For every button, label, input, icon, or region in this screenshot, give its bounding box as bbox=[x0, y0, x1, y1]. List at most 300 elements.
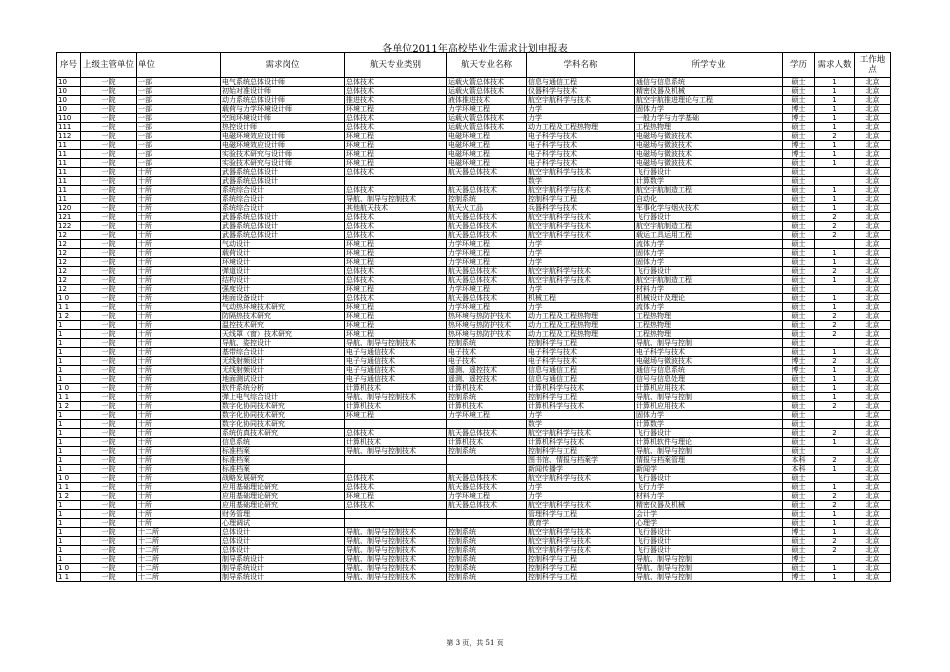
cell-seq: 112 bbox=[57, 132, 81, 141]
cell-aero-category: 环境工程 bbox=[345, 258, 447, 267]
table-row bbox=[57, 411, 891, 420]
cell-position: 总体设计 bbox=[221, 528, 345, 537]
cell-aero-category: 计算机技术 bbox=[345, 384, 447, 393]
cell-major: 工程热物理 bbox=[635, 321, 783, 330]
cell-aero-category bbox=[345, 465, 447, 474]
cell-unit: 十所 bbox=[137, 384, 221, 393]
cell-degree: 硕士 bbox=[783, 240, 815, 249]
cell-position: 系统综合设计 bbox=[221, 195, 345, 204]
cell-position: 战略发展研究 bbox=[221, 474, 345, 483]
cell-location: 北京 bbox=[855, 132, 891, 141]
cell-parent-unit: 一院 bbox=[81, 177, 137, 186]
cell-discipline: 计算机科学与技术 bbox=[527, 438, 635, 447]
cell-aero-name: 航天火工品 bbox=[447, 204, 527, 213]
cell-major: 载运工具运用工程 bbox=[635, 231, 783, 240]
cell-major: 固体力学 bbox=[635, 249, 783, 258]
table-row bbox=[57, 303, 891, 312]
cell-parent-unit: 一院 bbox=[81, 528, 137, 537]
cell-aero-name: 控制系统 bbox=[447, 393, 527, 402]
cell-seq: 10 bbox=[57, 105, 81, 114]
cell-unit: 十所 bbox=[137, 465, 221, 474]
cell-count: 1 bbox=[815, 114, 855, 123]
cell-seq: 1 bbox=[57, 555, 81, 564]
cell-count: 1 bbox=[815, 366, 855, 375]
cell-aero-name: 控制系统 bbox=[447, 195, 527, 204]
cell-aero-name: 热环境与热防护技术 bbox=[447, 312, 527, 321]
cell-discipline: 数学 bbox=[527, 420, 635, 429]
cell-major: 材料力学 bbox=[635, 492, 783, 501]
cell-location: 北京 bbox=[855, 528, 891, 537]
cell-location: 北京 bbox=[855, 366, 891, 375]
cell-aero-category: 环境工程 bbox=[345, 321, 447, 330]
cell-count: 1 bbox=[815, 258, 855, 267]
cell-location: 北京 bbox=[855, 177, 891, 186]
cell-location: 北京 bbox=[855, 150, 891, 159]
cell-location: 北京 bbox=[855, 258, 891, 267]
cell-discipline: 控制科学与工程 bbox=[527, 555, 635, 564]
cell-location: 北京 bbox=[855, 321, 891, 330]
cell-unit: 一部 bbox=[137, 78, 221, 87]
cell-major: 飞行力学 bbox=[635, 483, 783, 492]
table-row bbox=[57, 519, 891, 528]
cell-major: 飞行器设计 bbox=[635, 267, 783, 276]
cell-degree: 硕士 bbox=[783, 474, 815, 483]
cell-unit: 十所 bbox=[137, 366, 221, 375]
cell-aero-category: 电子与通信技术 bbox=[345, 366, 447, 375]
cell-degree: 硕士 bbox=[783, 384, 815, 393]
cell-discipline: 控制科学与工程 bbox=[527, 573, 635, 582]
cell-parent-unit: 一院 bbox=[81, 483, 137, 492]
cell-aero-category: 导航、制导与控制技术 bbox=[345, 546, 447, 555]
cell-location: 北京 bbox=[855, 168, 891, 177]
cell-count: 1 bbox=[815, 249, 855, 258]
cell-location: 北京 bbox=[855, 465, 891, 474]
cell-discipline: 兵器科学与技术 bbox=[527, 204, 635, 213]
table-row bbox=[57, 231, 891, 240]
cell-major: 精密仪器及机械 bbox=[635, 501, 783, 510]
cell-major: 情报与档案管理 bbox=[635, 456, 783, 465]
cell-degree: 博士 bbox=[783, 105, 815, 114]
cell-seq: 12 bbox=[57, 285, 81, 294]
table-row bbox=[57, 132, 891, 141]
cell-location: 北京 bbox=[855, 213, 891, 222]
table-row bbox=[57, 393, 891, 402]
cell-degree: 硕士 bbox=[783, 546, 815, 555]
cell-location: 北京 bbox=[855, 456, 891, 465]
cell-position: 武器系统总体设计 bbox=[221, 222, 345, 231]
cell-parent-unit: 一院 bbox=[81, 573, 137, 582]
cell-count: 1 bbox=[815, 573, 855, 582]
cell-aero-category: 电子与通信技术 bbox=[345, 375, 447, 384]
cell-unit: 一部 bbox=[137, 96, 221, 105]
cell-discipline: 控制科学与工程 bbox=[527, 564, 635, 573]
cell-aero-name bbox=[447, 420, 527, 429]
cell-unit: 十所 bbox=[137, 195, 221, 204]
cell-count: 1 bbox=[815, 528, 855, 537]
cell-parent-unit: 一院 bbox=[81, 222, 137, 231]
cell-degree: 硕士 bbox=[783, 429, 815, 438]
cell-seq: 1 1 bbox=[57, 393, 81, 402]
cell-position: 制导系统设计 bbox=[221, 564, 345, 573]
cell-count: 1 bbox=[815, 294, 855, 303]
cell-count: 1 bbox=[815, 159, 855, 168]
cell-count bbox=[815, 447, 855, 456]
cell-degree: 硕士 bbox=[783, 510, 815, 519]
cell-unit: 十所 bbox=[137, 276, 221, 285]
cell-position: 信息系统 bbox=[221, 438, 345, 447]
cell-degree: 硕士 bbox=[783, 393, 815, 402]
cell-aero-category bbox=[345, 456, 447, 465]
table-row bbox=[57, 294, 891, 303]
cell-seq: 1 bbox=[57, 537, 81, 546]
cell-unit: 十所 bbox=[137, 357, 221, 366]
cell-unit: 十所 bbox=[137, 501, 221, 510]
table-row bbox=[57, 123, 891, 132]
table-row bbox=[57, 429, 891, 438]
table-row bbox=[57, 168, 891, 177]
cell-unit: 十所 bbox=[137, 393, 221, 402]
cell-seq: 1 bbox=[57, 546, 81, 555]
header-parent-unit: 上级主管单位 bbox=[81, 53, 137, 78]
cell-location: 北京 bbox=[855, 420, 891, 429]
cell-aero-category: 计算机技术 bbox=[345, 438, 447, 447]
cell-count: 1 bbox=[815, 438, 855, 447]
cell-aero-name: 航天器总体技术 bbox=[447, 231, 527, 240]
cell-discipline: 计算机科学与技术 bbox=[527, 384, 635, 393]
cell-position: 弹上电气综合设计 bbox=[221, 393, 345, 402]
cell-degree: 硕士 bbox=[783, 492, 815, 501]
cell-seq: 12 bbox=[57, 231, 81, 240]
cell-aero-category: 总体技术 bbox=[345, 276, 447, 285]
cell-position: 应用基础理论研究 bbox=[221, 483, 345, 492]
cell-degree: 硕士 bbox=[783, 564, 815, 573]
cell-position: 数字化协同技术研究 bbox=[221, 420, 345, 429]
cell-discipline: 力学 bbox=[527, 285, 635, 294]
cell-parent-unit: 一院 bbox=[81, 294, 137, 303]
cell-count: 1 bbox=[815, 96, 855, 105]
cell-aero-name: 电子技术 bbox=[447, 348, 527, 357]
cell-location: 北京 bbox=[855, 267, 891, 276]
cell-aero-name: 航天器总体技术 bbox=[447, 267, 527, 276]
cell-major: 流体力学 bbox=[635, 240, 783, 249]
cell-parent-unit: 一院 bbox=[81, 564, 137, 573]
cell-count: 1 bbox=[815, 141, 855, 150]
cell-seq: 1 bbox=[57, 519, 81, 528]
cell-count: 2 bbox=[815, 537, 855, 546]
cell-aero-name: 力学环境工程 bbox=[447, 105, 527, 114]
cell-unit: 十所 bbox=[137, 231, 221, 240]
cell-discipline: 航空宇航科学与技术 bbox=[527, 168, 635, 177]
cell-count: 1 bbox=[815, 483, 855, 492]
cell-seq: 111 bbox=[57, 123, 81, 132]
header-aero-category: 航天专业类别 bbox=[345, 53, 447, 78]
table-row bbox=[57, 564, 891, 573]
cell-unit: 一部 bbox=[137, 132, 221, 141]
cell-location: 北京 bbox=[855, 312, 891, 321]
table-row bbox=[57, 150, 891, 159]
cell-major: 固体力学 bbox=[635, 105, 783, 114]
cell-major: 电磁场与微波技术 bbox=[635, 357, 783, 366]
cell-discipline: 控制科学与工程 bbox=[527, 447, 635, 456]
cell-aero-category: 环境工程 bbox=[345, 141, 447, 150]
cell-parent-unit: 一院 bbox=[81, 474, 137, 483]
cell-aero-category: 总体技术 bbox=[345, 78, 447, 87]
requirements-table bbox=[56, 52, 891, 582]
cell-aero-name: 热环境与热防护技术 bbox=[447, 321, 527, 330]
cell-major: 航空宇航制造工程 bbox=[635, 186, 783, 195]
cell-location: 北京 bbox=[855, 285, 891, 294]
header-aero-name: 航天专业名称 bbox=[447, 53, 527, 78]
cell-seq: 12 bbox=[57, 249, 81, 258]
cell-degree: 硕士 bbox=[783, 258, 815, 267]
cell-unit: 十所 bbox=[137, 348, 221, 357]
table-row bbox=[57, 105, 891, 114]
cell-degree: 硕士 bbox=[783, 411, 815, 420]
table-row bbox=[57, 177, 891, 186]
cell-position: 无线射频设计 bbox=[221, 357, 345, 366]
cell-discipline: 力学 bbox=[527, 483, 635, 492]
cell-unit: 十所 bbox=[137, 321, 221, 330]
cell-parent-unit: 一院 bbox=[81, 546, 137, 555]
cell-position: 系统仿真技术研究 bbox=[221, 429, 345, 438]
cell-aero-name: 力学环境工程 bbox=[447, 303, 527, 312]
cell-seq: 1 bbox=[57, 447, 81, 456]
cell-major: 固体力学 bbox=[635, 258, 783, 267]
cell-aero-category: 环境工程 bbox=[345, 249, 447, 258]
cell-location: 北京 bbox=[855, 96, 891, 105]
cell-unit: 一部 bbox=[137, 105, 221, 114]
table-row bbox=[57, 474, 891, 483]
cell-parent-unit: 一院 bbox=[81, 195, 137, 204]
cell-seq: 11 bbox=[57, 168, 81, 177]
cell-aero-category bbox=[345, 420, 447, 429]
cell-seq: 11 bbox=[57, 141, 81, 150]
cell-parent-unit: 一院 bbox=[81, 366, 137, 375]
cell-seq: 1 bbox=[57, 456, 81, 465]
cell-parent-unit: 一院 bbox=[81, 420, 137, 429]
cell-seq: 1 0 bbox=[57, 564, 81, 573]
cell-discipline: 力学 bbox=[527, 411, 635, 420]
cell-unit: 十所 bbox=[137, 267, 221, 276]
cell-parent-unit: 一院 bbox=[81, 465, 137, 474]
cell-parent-unit: 一院 bbox=[81, 141, 137, 150]
cell-aero-name: 运载火箭总体技术 bbox=[447, 123, 527, 132]
cell-parent-unit: 一院 bbox=[81, 132, 137, 141]
cell-discipline: 力学 bbox=[527, 249, 635, 258]
cell-major: 新闻学 bbox=[635, 465, 783, 474]
cell-position: 电磁环境效应设计师 bbox=[221, 141, 345, 150]
cell-location: 北京 bbox=[855, 384, 891, 393]
cell-parent-unit: 一院 bbox=[81, 501, 137, 510]
cell-seq: 11 bbox=[57, 186, 81, 195]
cell-aero-category: 其他航天技术 bbox=[345, 204, 447, 213]
cell-unit: 十所 bbox=[137, 312, 221, 321]
cell-location: 北京 bbox=[855, 159, 891, 168]
cell-major: 计算数学 bbox=[635, 177, 783, 186]
cell-seq: 12 bbox=[57, 276, 81, 285]
table-row bbox=[57, 546, 891, 555]
cell-position: 电气系统总体设计师 bbox=[221, 78, 345, 87]
cell-parent-unit: 一院 bbox=[81, 402, 137, 411]
cell-major: 通信与信息系统 bbox=[635, 78, 783, 87]
cell-discipline: 控制科学与工程 bbox=[527, 393, 635, 402]
table-row bbox=[57, 483, 891, 492]
cell-aero-name: 液体推进技术 bbox=[447, 96, 527, 105]
cell-degree: 本科 bbox=[783, 456, 815, 465]
cell-aero-name: 力学环境工程 bbox=[447, 258, 527, 267]
cell-unit: 十所 bbox=[137, 456, 221, 465]
cell-degree: 硕士 bbox=[783, 87, 815, 96]
cell-location: 北京 bbox=[855, 195, 891, 204]
cell-discipline: 电子科学与技术 bbox=[527, 348, 635, 357]
table-row bbox=[57, 339, 891, 348]
cell-position: 气动设计 bbox=[221, 240, 345, 249]
cell-aero-category: 环境工程 bbox=[345, 150, 447, 159]
cell-aero-category: 环境工程 bbox=[345, 240, 447, 249]
cell-major: 电磁场与微波技术 bbox=[635, 132, 783, 141]
cell-seq: 1 bbox=[57, 348, 81, 357]
cell-unit: 十二所 bbox=[137, 555, 221, 564]
cell-major: 计算机应用技术 bbox=[635, 384, 783, 393]
cell-unit: 十所 bbox=[137, 249, 221, 258]
cell-unit: 十所 bbox=[137, 510, 221, 519]
cell-count: 2 bbox=[815, 213, 855, 222]
table-row bbox=[57, 213, 891, 222]
cell-parent-unit: 一院 bbox=[81, 357, 137, 366]
cell-aero-name: 遥测、遥控技术 bbox=[447, 366, 527, 375]
cell-unit: 十所 bbox=[137, 519, 221, 528]
cell-degree: 硕士 bbox=[783, 303, 815, 312]
cell-aero-category: 总体技术 bbox=[345, 87, 447, 96]
cell-seq: 1 0 bbox=[57, 294, 81, 303]
cell-aero-category: 环境工程 bbox=[345, 105, 447, 114]
table-row bbox=[57, 285, 891, 294]
cell-aero-category: 计算机技术 bbox=[345, 402, 447, 411]
cell-discipline: 新闻传播学 bbox=[527, 465, 635, 474]
cell-seq: 1 2 bbox=[57, 492, 81, 501]
cell-degree: 硕士 bbox=[783, 402, 815, 411]
cell-parent-unit: 一院 bbox=[81, 159, 137, 168]
cell-count bbox=[815, 474, 855, 483]
cell-seq: 1 1 bbox=[57, 573, 81, 582]
cell-unit: 十所 bbox=[137, 258, 221, 267]
cell-count: 1 bbox=[815, 348, 855, 357]
cell-aero-category: 导航、制导与控制技术 bbox=[345, 339, 447, 348]
cell-count: 1 bbox=[815, 105, 855, 114]
cell-discipline: 机械工程 bbox=[527, 294, 635, 303]
cell-aero-category: 推进技术 bbox=[345, 96, 447, 105]
cell-aero-category: 总体技术 bbox=[345, 483, 447, 492]
cell-location: 北京 bbox=[855, 222, 891, 231]
cell-aero-name: 航天器总体技术 bbox=[447, 501, 527, 510]
cell-unit: 一部 bbox=[137, 150, 221, 159]
cell-seq: 1 bbox=[57, 357, 81, 366]
cell-unit: 十所 bbox=[137, 222, 221, 231]
table-row bbox=[57, 96, 891, 105]
cell-major: 计算机应用技术 bbox=[635, 402, 783, 411]
cell-discipline: 动力工程及工程热物理 bbox=[527, 321, 635, 330]
cell-discipline: 航空宇航科学与技术 bbox=[527, 96, 635, 105]
cell-seq: 12 bbox=[57, 240, 81, 249]
header-major: 所学专业 bbox=[635, 53, 783, 78]
cell-discipline: 力学 bbox=[527, 105, 635, 114]
cell-degree: 硕士 bbox=[783, 339, 815, 348]
cell-discipline: 航空宇航科学与技术 bbox=[527, 276, 635, 285]
cell-count: 2 bbox=[815, 546, 855, 555]
cell-location: 北京 bbox=[855, 429, 891, 438]
cell-count bbox=[815, 168, 855, 177]
table-row bbox=[57, 321, 891, 330]
cell-discipline: 航空宇航科学与技术 bbox=[527, 231, 635, 240]
cell-position: 天线罩（窗）技术研究 bbox=[221, 330, 345, 339]
cell-seq: 121 bbox=[57, 213, 81, 222]
cell-unit: 一部 bbox=[137, 141, 221, 150]
table-row bbox=[57, 438, 891, 447]
cell-aero-category: 导航、制导与控制技术 bbox=[345, 573, 447, 582]
header-count: 需求人数 bbox=[815, 53, 855, 78]
cell-unit: 十所 bbox=[137, 303, 221, 312]
cell-parent-unit: 一院 bbox=[81, 510, 137, 519]
cell-major: 导航、制导与控制 bbox=[635, 555, 783, 564]
cell-degree: 硕士 bbox=[783, 321, 815, 330]
cell-aero-name: 电磁环境工程 bbox=[447, 141, 527, 150]
cell-position: 电磁环境效应设计师 bbox=[221, 132, 345, 141]
cell-unit: 十所 bbox=[137, 330, 221, 339]
cell-position: 武器系统总体设计 bbox=[221, 177, 345, 186]
cell-seq: 10 bbox=[57, 96, 81, 105]
cell-degree: 硕士 bbox=[783, 294, 815, 303]
cell-aero-name: 计算机技术 bbox=[447, 402, 527, 411]
cell-degree: 硕士 bbox=[783, 96, 815, 105]
cell-aero-category bbox=[345, 177, 447, 186]
cell-aero-name bbox=[447, 465, 527, 474]
cell-degree: 硕士 bbox=[783, 222, 815, 231]
cell-parent-unit: 一院 bbox=[81, 78, 137, 87]
cell-aero-category bbox=[345, 510, 447, 519]
cell-aero-category: 导航、制导与控制技术 bbox=[345, 447, 447, 456]
cell-degree: 博士 bbox=[783, 150, 815, 159]
cell-count: 1 bbox=[815, 510, 855, 519]
cell-aero-name: 力学环境工程 bbox=[447, 411, 527, 420]
cell-seq: 120 bbox=[57, 204, 81, 213]
cell-aero-name: 航天器总体技术 bbox=[447, 429, 527, 438]
cell-discipline: 控制科学与工程 bbox=[527, 195, 635, 204]
cell-parent-unit: 一院 bbox=[81, 438, 137, 447]
header-discipline: 学科名称 bbox=[527, 53, 635, 78]
cell-count: 2 bbox=[815, 429, 855, 438]
cell-degree: 博士 bbox=[783, 114, 815, 123]
cell-position: 无线射频设计 bbox=[221, 366, 345, 375]
table-row bbox=[57, 555, 891, 564]
cell-aero-category: 总体技术 bbox=[345, 429, 447, 438]
cell-parent-unit: 一院 bbox=[81, 393, 137, 402]
cell-location: 北京 bbox=[855, 186, 891, 195]
cell-position: 武器系统总体设计 bbox=[221, 213, 345, 222]
cell-discipline: 力学 bbox=[527, 492, 635, 501]
cell-major: 流体力学 bbox=[635, 303, 783, 312]
cell-major: 工程热物理 bbox=[635, 123, 783, 132]
cell-location: 北京 bbox=[855, 573, 891, 582]
table-row bbox=[57, 267, 891, 276]
document-title: 各单位2011年高校毕业生需求计划申报表 bbox=[382, 44, 568, 55]
cell-major: 固体力学 bbox=[635, 411, 783, 420]
cell-aero-name: 航天器总体技术 bbox=[447, 483, 527, 492]
cell-position: 实验技术研究与设计师 bbox=[221, 159, 345, 168]
cell-discipline: 动力工程及工程热物理 bbox=[527, 312, 635, 321]
header-position: 需求岗位 bbox=[221, 53, 345, 78]
cell-count: 2 bbox=[815, 330, 855, 339]
cell-position: 标准档案 bbox=[221, 447, 345, 456]
